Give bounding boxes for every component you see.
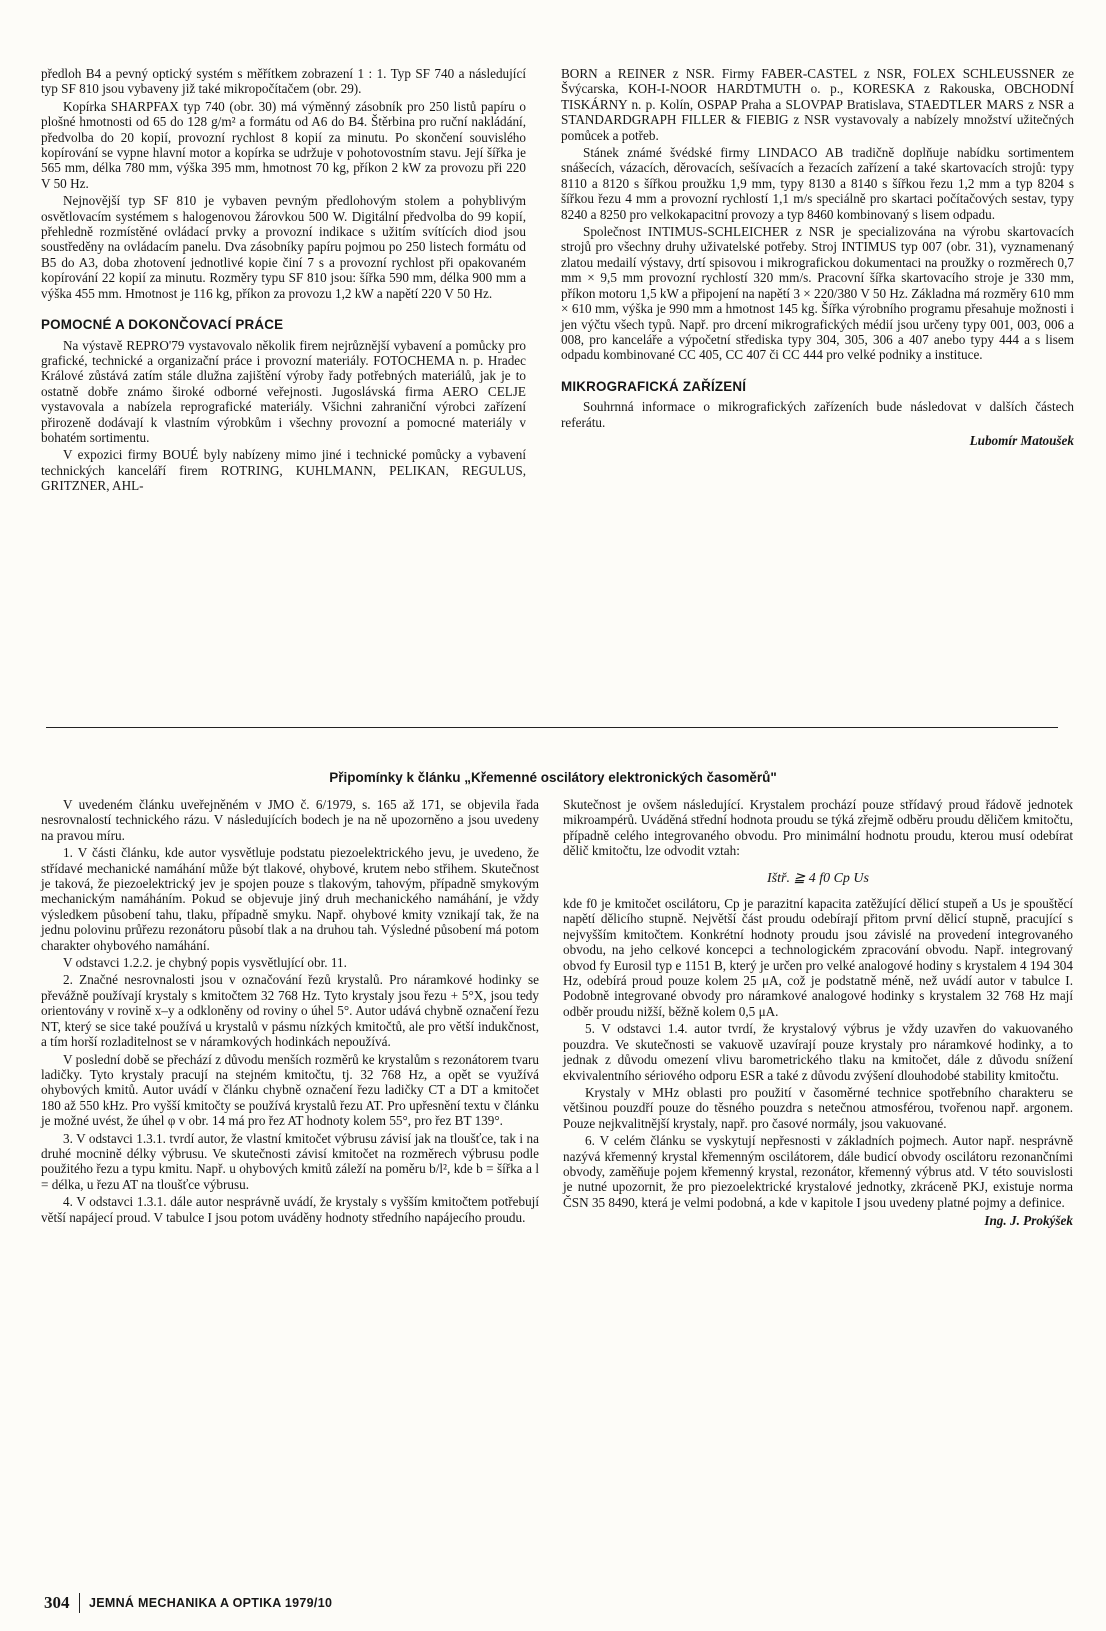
note-left-column — [41, 797, 539, 1227]
page-number: 304 — [44, 1593, 70, 1612]
journal-name: JEMNÁ MECHANIKA A OPTIKA 1979/10 — [89, 1596, 333, 1610]
paragraph: 3. V odstavci 1.3.1. tvrdí autor, že vlastní kmitočet výbrusu závisí jak na tloušťce, tak i na druhé mocnině délky výbrusu. Ve skutečnosti závisí kmitočet na rozměrech výbrusu podle použitého řezu a typu kmitu. Např. u ohybových kmitů záleží na poměru b/l², kde b = šířka a l = délka, u řezu AT na tloušťce výbrusu. — [41, 1130, 539, 1192]
paragraph: 4. V odstavci 1.3.1. dále autor nesprávně uvádí, že krystaly s vyšším kmitočtem potřebují větší napájecí proud. V tabulce I jsou potom uváděny hodnoty středního napájecího proudu. — [41, 1194, 539, 1225]
page-footer — [44, 1593, 332, 1613]
author-signature: Lubomír Matoušek — [969, 432, 1074, 448]
section-heading: POMOCNÉ A DOKONČOVACÍ PRÁCE — [41, 317, 284, 333]
paragraph: 6. V celém článku se vyskytují nepřesnosti v základních pojmech. Autor např. nesprávně nazývá křemenný krystal křemenným oscilátorem, dále budicí obvody oscilátoru rezonančními obvody, zaměňuje pojem křemenný krystal, rezonátor, křemenný výbrus atd. V této souvislosti je nutné upozornit, že pro piezoelektrické krystalové jednotky, zkráceně PKJ, existuje norma ČSN 35 8490, která je velmi podobná, a kde v kapitole I jsou uvedeny platné pojmy a definice. — [563, 1133, 1073, 1210]
paragraph: Kopírka SHARPFAX typ 740 (obr. 30) má výměnný zásobník pro 250 listů papíru o plošné hmotnosti od 65 do 128 g/m² a formátu od A6 do B4. Štěrbina pro ruční nakládání, předvolba do 20 kopií, provozní rychlost 8 kopií za minutu. Po skončení souvislého kopírování se vypne hlavní motor a kopírka se udržuje v pohotovostním stavu. Její šířka je 565 mm, délka 780 mm, výška 395 mm, hmotnost 70 kg, příkon 2 kW za provozu při 220 V 50 Hz. — [41, 98, 526, 191]
paragraph: 1. V části článku, kde autor vysvětluje podstatu piezoelektrického jevu, je uvedeno, že střídavé mechanické namáhání může být tlakové, ohybové, krutem nebo střihem. Skutečnost je taková, že piezoelektrický jev je spojen pouze s tlakovým, tahovým, případně smykovým mechanickým namáháním. Pokud se objevuje jiný druh mechanického namáhání, je vždy výsledkem působení tahu, tlaku, případně smyku. Např. ohybové kmity vznikají tak, že na jednu polovinu průřezu rezonátoru působí tlak a na druhou tah. Výsledné působení má potom charakter ohybového namáhání. — [41, 845, 539, 953]
paragraph: V odstavci 1.2.2. je chybný popis vysvětlující obr. 11. — [63, 955, 347, 971]
paragraph: Souhrnná informace o mikrografických zařízeních bude následovat v dalších částech referátu. — [561, 399, 1074, 430]
paragraph: Krystaly v MHz oblasti pro použití v časoměrné technice spotřebního charakteru se většinou pouzdří pouze do těsného pouzdra s netečnou atmosférou, tvořenou např. argonem. Pouze nejkvalitnější krystaly, např. pro časové normály, jsou vakuované. — [563, 1084, 1073, 1131]
paragraph: V uvedeném článku uveřejněném v JMO č. 6/1979, s. 165 až 171, se objevila řada nesrovnalostí technického rázu. V následujících bodech je na ně upozorněno a jsou uvedeny na pravou míru. — [41, 797, 539, 843]
paragraph: 2. Značné nesrovnalosti jsou v označování řezů krystalů. Pro náramkové hodinky se převážně používají krystaly s kmitočtem 32 768 Hz. Tyto krystaly jsou řezu + 5°X, jsou tedy orientovány v rovině x–y a odkloněny od roviny o úhel 5°. Autor udává chybně označení řezu NT, který se sice také používá u krystalů v pásmu nízkých kmitočtů, ale pro větší indukčnost, a tím horší rozladitelnost se v náramkových hodinkách nepoužívá. — [41, 972, 539, 1050]
paragraph: V expozici firmy BOUÉ byly nabízeny mimo jiné i technické pomůcky a vybavení technických kanceláří firem ROTRING, KUHLMANN, PELIKAN, REGULUS, GRITZNER, AHL- — [41, 447, 526, 494]
note-title: Připomínky k článku „Křemenné oscilátory elektronických časoměrů" — [329, 770, 777, 785]
paragraph: kde f0 je kmitočet oscilátoru, Cp je parazitní kapacita zatěžující dělicí stupeň a Us je spouštěcí napětí dělicího stupně. Největší část proudu odebírají přitom první dělicí stupně, pracující s nejvyšším kmitočtem. Konkrétní hodnoty proudu jsou závislé na provedení integrovaného obvodu, na jeho celkové koncepci a technologickém zpracování obvodu. Např. integrovaný obvod fy Eurosil typ e 1151 B, který je určen pro velké analogové hodiny s krystalem 4 194 304 Hz, odebírá proud pouze kolem 25 μA, což je podstatně méně, než uvádí autor v tabulce I. Podobně integrované obvody pro náramkové analogové hodinky s krystalem 32 768 Hz mají odběr proudu nižší, běžně kolem 0,5 μA. — [563, 896, 1073, 1019]
section-divider — [46, 727, 1058, 728]
top-left-column — [41, 66, 526, 496]
paragraph: BORN a REINER z NSR. Firmy FABER-CASTEL z NSR, FOLEX SCHLEUSSNER ze Švýcarska, KOH-I-NOOR HARDTMUTH o. p., KORESKA z Rakouska, OBCHODNÍ TISKÁRNY n. p. Kolín, OSPAP Praha a SLOVPAP Bratislava, STAEDTLER MARS z NSR a STANDARDGRAPH FILLER & FIEBIG z NSR vystavovaly a nabízely množství užitečných pomůcek a potřeb. — [561, 66, 1074, 143]
top-right-column — [561, 66, 1074, 448]
section-heading: MIKROGRAFICKÁ ZAŘÍZENÍ — [561, 378, 747, 394]
paragraph: V poslední době se přechází z důvodu menších rozměrů ke krystalům s rezonátorem tvaru ladičky. Tyto krystaly pracují na stejném kmitočtu, tj. 32 768 Hz, a opět se využívá ohybových kmitů. Autor uvádí v článku chybně označení řezu ladičky CT a DT a kmitočet 180 až 550 kHz. Pro vyšší kmitočty se používá krystalů řezu AT. Pro upřesnění textu v článku je možné uvést, že úhel φ v obr. 14 má pro řez AT hodnoty kolem 55°, pro řez BT 139°. — [41, 1051, 539, 1129]
paragraph: Nejnovější typ SF 810 je vybaven pevným předlohovým stolem a pohyblivým osvětlovacím systémem s halogenovou žárovkou 500 W. Digitální předvolba do 99 kopií, přehledně rozmístěné ovládací prvky a provozní indikace s užitím svítících diod jsou soustředěny na ovládacím panelu. Dva zásobníky papíru pojmou po 250 listech formátu od B5 do A3, doba zhotovení jednotlivé kopie činí 7 s a provozní rychlost při opakovaném kopírování 22 kopií za minutu. Rozměry typu SF 810 jsou: šířka 590 mm, délka 900 mm a výška 455 mm. Hmotnost je 116 kg, příkon za provozu 1,2 kW a napětí 220 V 50 Hz. — [41, 193, 526, 301]
paragraph: Stánek známé švédské firmy LINDACO AB tradičně doplňuje nabídku sortimentem snášecích, vázacích, děrovacích, sešívacích a řezacích zařízení a také skartovacích strojů: typy 8110 a 8120 s šířkou proužku 1,9 mm, typy 8130 a 8140 s šířkou řezu 1,2 mm a typ 8204 s šířkou řezu 4 mm a provozní rychlostí 1,1 m/s speciálně pro skartaci počítačových sestav, typy 8240 a 8250 pro velkokapacitní provozy a typ 8460 kombinovaný s lisem odpadu. — [561, 145, 1074, 222]
paragraph: Skutečnost je ovšem následující. Krystalem prochází pouze střídavý proud řádově jednotek mikroampérů. Uváděná střední hodnota proudu se týká zřejmě odběru proudu děličem kmitočtu, případně celého integrovaného obvodu. Pro minimální hodnotu proudu, kterou musí odebírat dělič kmitočtu, lze odvodit vztah: — [563, 797, 1073, 859]
formula: Ištř. ≧ 4 f0 Cp Us — [767, 870, 869, 886]
note-right-column — [563, 797, 1073, 1229]
paragraph: předloh B4 a pevný optický systém s měřítkem zobrazení 1 : 1. Typ SF 740 a následující typ SF 810 jsou vybaveny již také mikropočítačem (obr. 29). — [41, 66, 526, 97]
footer-divider — [79, 1593, 81, 1613]
author-signature: Ing. J. Prokýšek — [984, 1213, 1073, 1229]
paragraph: Společnost INTIMUS-SCHLEICHER z NSR je specializována na výrobu skartovacích strojů pro všechny druhy uživatelské potřeby. Stroj INTIMUS typ 007 (obr. 31), vyznamenaný zlatou medailí výstavy, drtí spisovou i mikrografickou dokumentaci na proužky o rozměrech 0,7 mm × 9,5 mm provozní rychlostí 320 mm/s. Pracovní šířka skartovacího stroje je 330 mm, příkon motoru 1,5 kW a připojení na napětí 3 × 220/380 V 50 Hz. Základna má rozměry 610 mm × 610 mm, výška je 990 mm a hmotnost 145 kg. Šířka výrobního programu přesahuje možnosti i jen výčtu všech typů. Např. pro drcení mikrografických médií jsou určeny typy 001, 003, 006 a 008, pro kanceláře a výpočetní střediska typy 304, 305, 306 a 407 anebo typy 444 a s lisem odpadu kombinované CC 405, CC 407 či CC 444 pro velké podniky a instituce. — [561, 224, 1074, 363]
paragraph: 5. V odstavci 1.4. autor tvrdí, že krystalový výbrus je vždy uzavřen do vakuovaného pouzdra. Ve skutečnosti se vakuově uzavírají pouze krystaly pro náramkové hodinky, a to jednak z důvodu omezení vlivu barometrického tlaku na kmitočet, dále z důvodu snížení ekvivalentního sériového odporu ESR a také z důvodu zvýšení dlouhodobé stability kmitočtu. — [563, 1021, 1073, 1083]
paragraph: Na výstavě REPRO'79 vystavovalo několik firem nejrůznější vybavení a pomůcky pro grafické, technické a organizační práce i provozní materiály. FOTOCHEMA n. p. Hradec Králové zůstává zatím stále dlužna zajištění výroby řady potřebných materiálů, jak je to ostatně dobře známo široké odborné veřejnosti. Jugoslávská firma AERO CELJE vystavovala a nabízela reprografické materiály. Všichni zahraniční výrobci zařízení přirozeně dodávají k vlastním výrobkům i všechny provozní a pomocné materiály v bohatém sortimentu. — [41, 337, 526, 445]
